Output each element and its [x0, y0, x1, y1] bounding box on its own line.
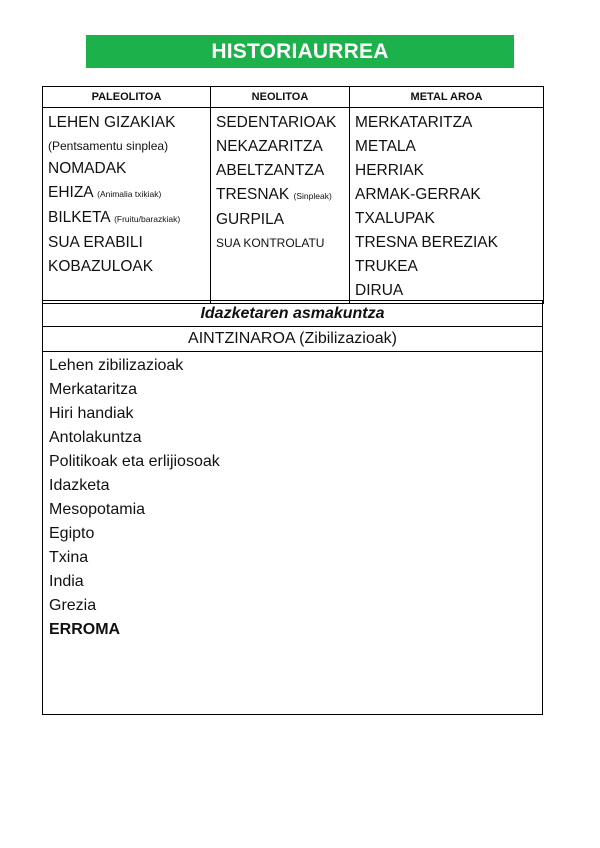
periods-table [42, 86, 544, 304]
list-item: TRUKEA [355, 258, 418, 275]
column-header-metal-aroa: METAL AROA [350, 87, 544, 108]
metal-aroa-cell [350, 108, 544, 304]
list-item: Idazketa [49, 477, 110, 494]
list-item: Grezia [49, 597, 97, 614]
list-item [48, 181, 206, 206]
column-header-paleolitoa: PALEOLITOA [43, 87, 211, 108]
item-note: (Sinpleak) [293, 191, 332, 201]
list-item: Politikoak eta erlijiosoak [49, 453, 220, 470]
table-header-row [43, 87, 544, 108]
item-note: (Animalia txikiak) [97, 189, 162, 199]
list-item: India [49, 573, 84, 590]
list-item: GURPILA [216, 211, 285, 228]
ancient-title: AINTZINAROA (Zibilizazioak) [43, 327, 542, 352]
list-item: DIRUA [355, 282, 404, 299]
list-item: METALA [355, 138, 416, 155]
list-item: TXALUPAK [355, 210, 435, 227]
item-note: (Fruitu/barazkiak) [114, 214, 181, 224]
list-item: TRESNA BEREZIAK [355, 234, 498, 251]
list-item: SUA KONTROLATU [216, 236, 325, 250]
list-item: Antolakuntza [49, 429, 142, 446]
list-item: SUA ERABILI [48, 234, 143, 251]
list-item: (Pentsamentu sinplea) [48, 139, 169, 153]
list-item: ARMAK-GERRAK [355, 186, 481, 203]
list-item: Txina [49, 549, 89, 566]
list-item: Merkataritza [49, 381, 138, 398]
list-item: SEDENTARIOAK [216, 114, 337, 131]
list-item: ABELTZANTZA [216, 162, 325, 179]
item-text: TRESNAK [216, 186, 290, 203]
list-item: HERRIAK [355, 162, 424, 179]
item-text: BILKETA [48, 209, 110, 226]
list-item: Egipto [49, 525, 95, 542]
ancient-section [42, 300, 543, 715]
list-item: ERROMA [49, 621, 121, 638]
paleolitoa-cell [43, 108, 211, 304]
list-item: NEKAZARITZA [216, 138, 323, 155]
list-item [216, 183, 345, 208]
list-item: LEHEN GIZAKIAK [48, 114, 176, 131]
list-item: MERKATARITZA [355, 114, 473, 131]
table-row [43, 108, 544, 304]
list-item: Mesopotamia [49, 501, 146, 518]
ancient-list [43, 352, 542, 642]
list-item: NOMADAK [48, 160, 127, 177]
column-header-neolitoa: NEOLITOA [211, 87, 350, 108]
list-item: KOBAZULOAK [48, 258, 154, 275]
list-item: Hiri handiak [49, 405, 134, 422]
list-item [48, 206, 206, 231]
neolitoa-cell [211, 108, 350, 304]
list-item: Lehen zibilizazioak [49, 357, 184, 374]
page-title: HISTORIAURREA [86, 35, 514, 68]
invention-heading: Idazketaren asmakuntza [43, 301, 542, 327]
item-text: EHIZA [48, 184, 93, 201]
